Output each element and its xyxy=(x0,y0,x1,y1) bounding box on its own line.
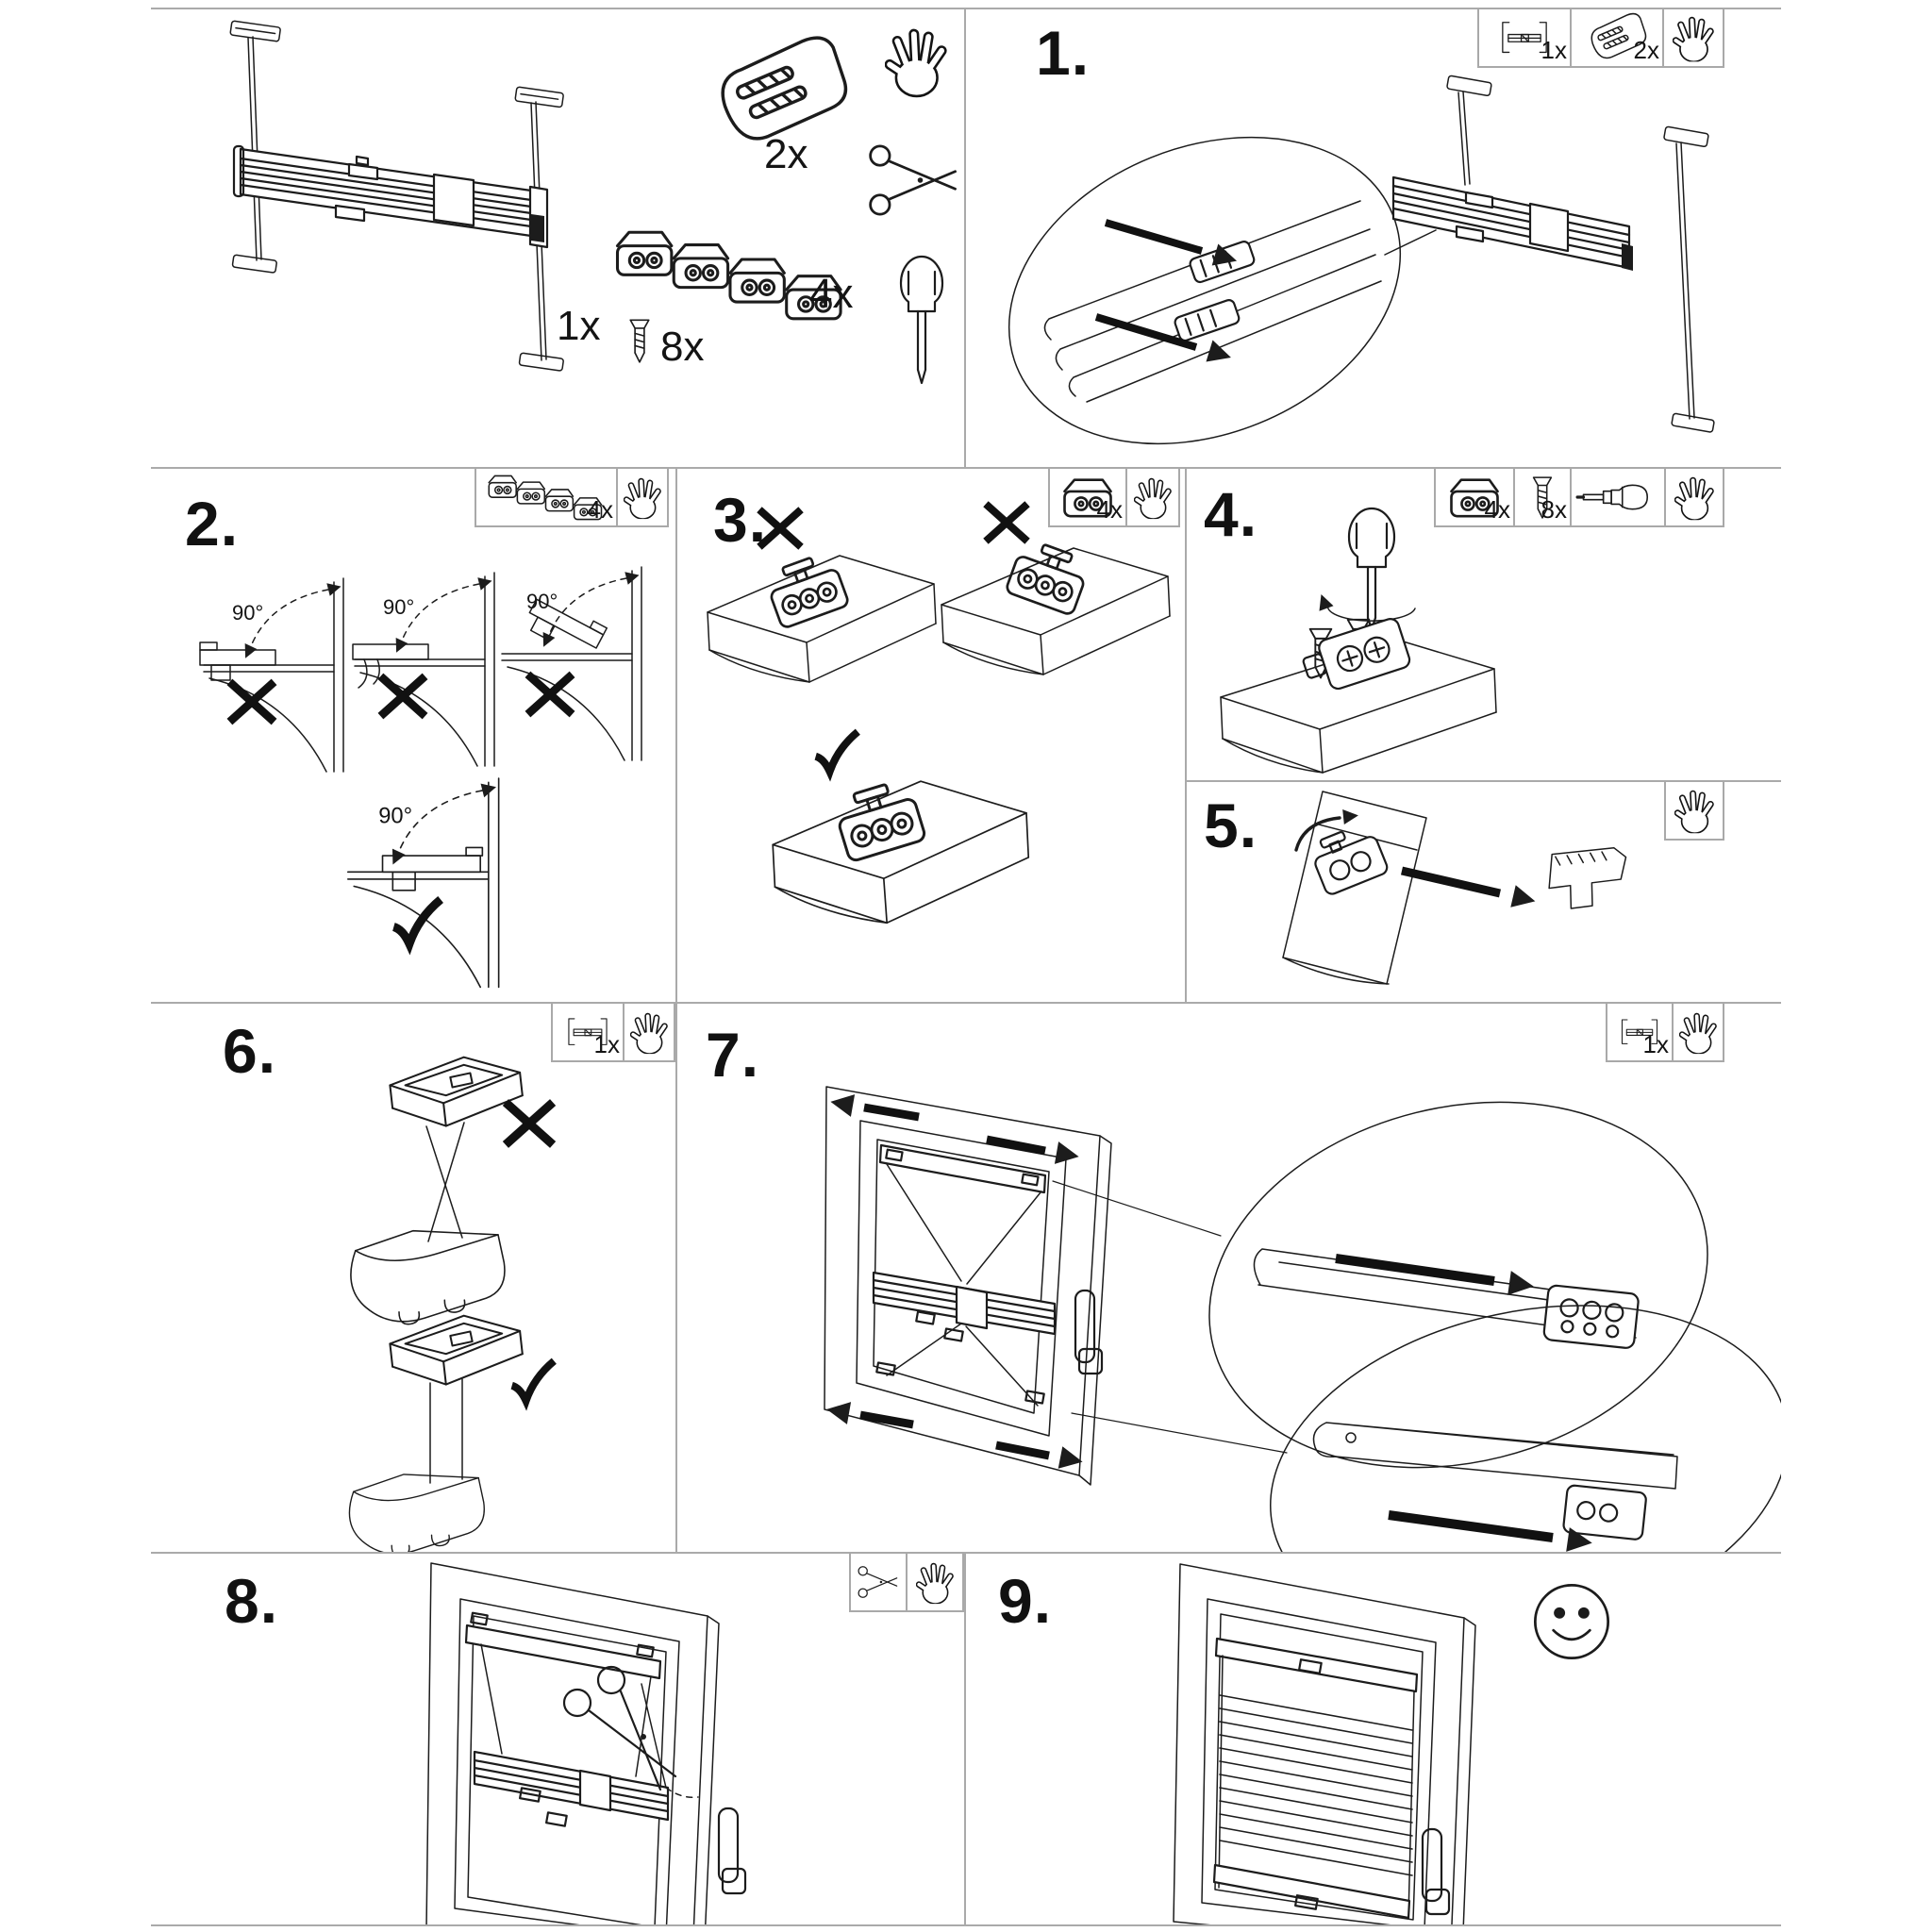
hand-icon xyxy=(919,1566,950,1601)
scissors-icon xyxy=(858,1567,897,1598)
hand-cell xyxy=(1662,8,1724,68)
step-9-number: 9. xyxy=(998,1566,1053,1636)
bracket-qty-cell xyxy=(475,467,618,527)
smiley-icon xyxy=(1535,1585,1607,1657)
step-2-icon-box xyxy=(475,467,669,527)
bracket-qty-cell xyxy=(1048,467,1127,527)
step-3-number: 3. xyxy=(713,485,768,555)
step-6-illustration xyxy=(151,1002,675,1552)
bracket-wrong xyxy=(763,551,850,629)
parts-overview-panel xyxy=(151,8,964,467)
cross-mark xyxy=(506,1103,553,1145)
slide-arrow xyxy=(1096,223,1240,368)
detail-bottom xyxy=(1240,1260,1781,1552)
qty-label: 1x xyxy=(1541,36,1567,64)
hand-cell xyxy=(1664,780,1724,841)
step-7-number: 7. xyxy=(706,1020,760,1090)
step-9-illustration xyxy=(964,1552,1781,1924)
qty-label: 2x xyxy=(1633,36,1659,64)
qty-label: 4x xyxy=(587,495,613,524)
qty-label: 4x xyxy=(1484,495,1510,524)
step-5-icon-box xyxy=(1664,780,1724,841)
step-4-panel xyxy=(1185,467,1781,780)
detail-top xyxy=(1170,1052,1746,1519)
step-7-icon-box xyxy=(1606,1002,1724,1062)
step-2-panel xyxy=(151,467,675,1002)
step-2-illustration xyxy=(151,467,675,1002)
cross-mark xyxy=(380,676,425,716)
hand-icon xyxy=(1682,1016,1713,1051)
cover-part xyxy=(1545,840,1627,915)
remove-arrow xyxy=(1402,871,1538,912)
hand-cell xyxy=(1672,1002,1724,1062)
qty-label: 1x xyxy=(1642,1030,1669,1058)
hand-cell xyxy=(1664,467,1724,527)
step-1-illustration xyxy=(964,8,1781,467)
angle-label: 90° xyxy=(526,590,558,613)
bracket-qty-cell xyxy=(1434,467,1515,527)
blind-qty-cell xyxy=(1477,8,1572,68)
cross-mark xyxy=(527,675,572,714)
angle-label: 90° xyxy=(378,803,413,829)
hand-icon xyxy=(1677,480,1710,517)
step-3-icon-box xyxy=(1048,467,1180,527)
step-4-icon-box xyxy=(1434,467,1724,527)
step-4-number: 4. xyxy=(1204,479,1258,549)
angle-label: 90° xyxy=(383,595,415,619)
clamp-count-label: 2x xyxy=(764,131,808,177)
cross-mark xyxy=(759,509,801,546)
blind-qty-cell xyxy=(1606,1002,1674,1062)
hand-cell xyxy=(616,467,669,527)
rotate-arrow xyxy=(1314,591,1415,621)
step-3-illustration xyxy=(675,467,1185,1002)
hand-icon xyxy=(1677,793,1710,830)
step-5-number: 5. xyxy=(1204,791,1258,860)
bracket-count-label: 4x xyxy=(809,271,854,317)
angle-label: 90° xyxy=(232,601,264,625)
hand-icon xyxy=(890,34,941,92)
step-8-illustration xyxy=(151,1552,964,1924)
screw-count-label: 8x xyxy=(660,324,705,370)
frame-piece xyxy=(1283,791,1426,984)
screw-part xyxy=(630,320,649,362)
step-6-icon-box xyxy=(551,1002,675,1062)
bracket-chain-part xyxy=(618,232,841,319)
hand-icon xyxy=(1137,481,1168,516)
check-mark xyxy=(393,899,441,943)
scissors-icon xyxy=(871,146,956,214)
step-2-number: 2. xyxy=(185,489,240,558)
window-frame xyxy=(824,1087,1111,1485)
step-1-panel xyxy=(964,8,1781,467)
step-9-panel xyxy=(964,1552,1781,1924)
parts-overview-illustration xyxy=(151,8,964,467)
step-1-icon-box xyxy=(1477,8,1724,68)
check-mark xyxy=(816,732,858,772)
step-7-illustration xyxy=(675,1002,1781,1552)
step-1-number: 1. xyxy=(1036,18,1091,88)
step-3-panel xyxy=(675,467,1185,1002)
hand-icon xyxy=(1675,20,1710,58)
hand-icon xyxy=(626,481,658,516)
step-6-number: 6. xyxy=(223,1016,277,1086)
cross-mark xyxy=(986,504,1027,541)
screw-qty-cell xyxy=(1513,467,1572,527)
window-handle xyxy=(719,1808,745,1893)
step-8-number: 8. xyxy=(225,1566,279,1636)
blind-in-window xyxy=(466,1613,668,1826)
step-7-panel xyxy=(675,1002,1781,1552)
check-mark xyxy=(512,1361,555,1401)
screwdriver-icon xyxy=(901,257,942,383)
screwdriver xyxy=(1349,508,1394,629)
step-8-icon-box xyxy=(849,1552,964,1612)
clamp-qty-cell xyxy=(1570,8,1664,68)
bracket-chain-icon xyxy=(489,475,601,519)
window-frame xyxy=(426,1563,719,1924)
screwdriver-cell xyxy=(1570,467,1666,527)
scissors-cell xyxy=(849,1552,908,1612)
hand-icon xyxy=(633,1016,664,1051)
blind-icon xyxy=(1503,23,1546,53)
qty-label: 8x xyxy=(1541,495,1567,524)
qty-label: 1x xyxy=(593,1030,620,1058)
clamp-part xyxy=(723,38,845,139)
cross-mark xyxy=(229,682,274,722)
step-6-panel xyxy=(151,1002,675,1552)
hand-cell xyxy=(623,1002,675,1062)
slide-arrows xyxy=(824,1091,1085,1473)
step-8-panel xyxy=(151,1552,964,1924)
divider xyxy=(151,1924,1781,1926)
blind-qty-cell xyxy=(551,1002,625,1062)
blind-in-window xyxy=(874,1145,1055,1406)
blind-count-label: 1x xyxy=(557,303,601,349)
bracket-correct xyxy=(832,777,926,862)
hand-cell xyxy=(906,1552,964,1612)
qty-label: 4x xyxy=(1096,495,1123,524)
screwdriver-icon xyxy=(1577,485,1647,508)
hand-cell xyxy=(1125,467,1180,527)
pleated-blind xyxy=(1214,1639,1417,1918)
step-5-panel xyxy=(1185,780,1781,1002)
